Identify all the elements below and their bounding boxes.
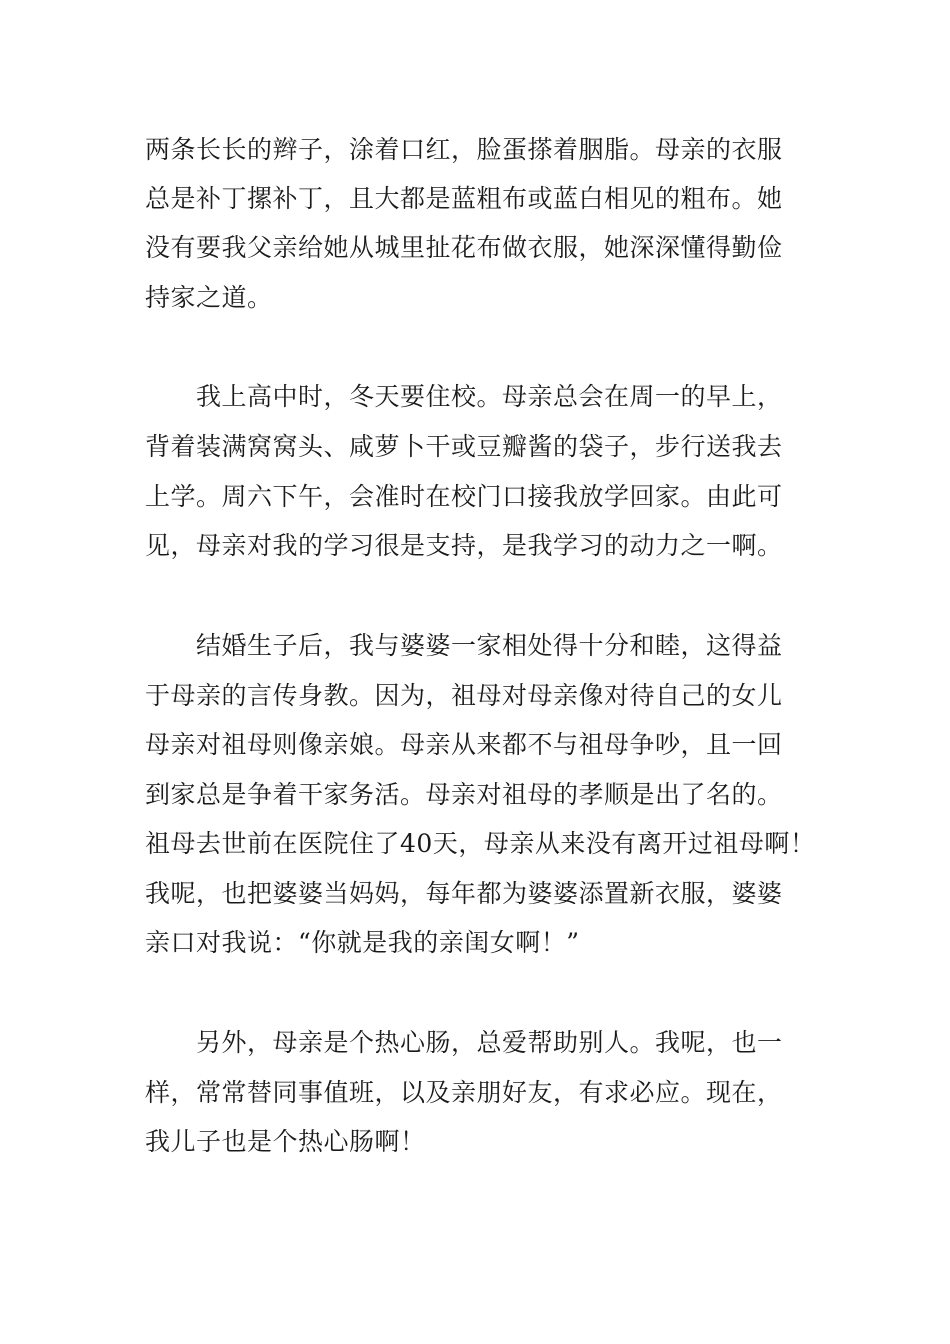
text-line: 我儿子也是个热心肠啊！ <box>145 1127 426 1156</box>
text-line: 样，常常替同事值班，以及亲朋好友，有求必应。现在， <box>145 1078 783 1107</box>
text-line: 背着装满窝窝头、咸萝卜干或豆瓣酱的袋子，步行送我去 <box>145 432 783 461</box>
text-line: 总是补丁摞补丁，且大都是蓝粗布或蓝白相见的粗布。她 <box>145 184 783 213</box>
text-line: 上学。周六下午，会准时在校门口接我放学回家。由此可 <box>145 482 783 511</box>
text-line: 结婚生子后，我与婆婆一家相处得十分和睦，这得益 <box>145 631 783 660</box>
text-line: 没有要我父亲给她从城里扯花布做衣服，她深深懂得勤俭 <box>145 233 783 262</box>
text-line: 亲口对我说：“你就是我的亲闺女啊！” <box>145 928 580 957</box>
text-line: 另外，母亲是个热心肠，总爱帮助别人。我呢，也一 <box>145 1028 783 1057</box>
text-line: 持家之道。 <box>145 283 273 312</box>
text-line: 我上高中时，冬天要住校。母亲总会在周一的早上， <box>145 382 783 411</box>
text-line: 两条长长的辫子，涂着口红，脸蛋搽着胭脂。母亲的衣服 <box>145 135 783 164</box>
text-line: 见，母亲对我的学习很是支持，是我学习的动力之一啊。 <box>145 531 783 560</box>
text-line: 于母亲的言传身教。因为，祖母对母亲像对待自己的女儿 <box>145 681 783 710</box>
text-line: 母亲对祖母则像亲娘。母亲从来都不与祖母争吵，且一回 <box>145 730 783 759</box>
text-line: 到家总是争着干家务活。母亲对祖母的孝顺是出了名的。 <box>145 780 783 809</box>
text-line: 我呢，也把婆婆当妈妈，每年都为婆婆添置新衣服，婆婆 <box>145 879 783 908</box>
text-line: 祖母去世前在医院住了40天，母亲从来没有离开过祖母啊！ <box>145 829 816 858</box>
